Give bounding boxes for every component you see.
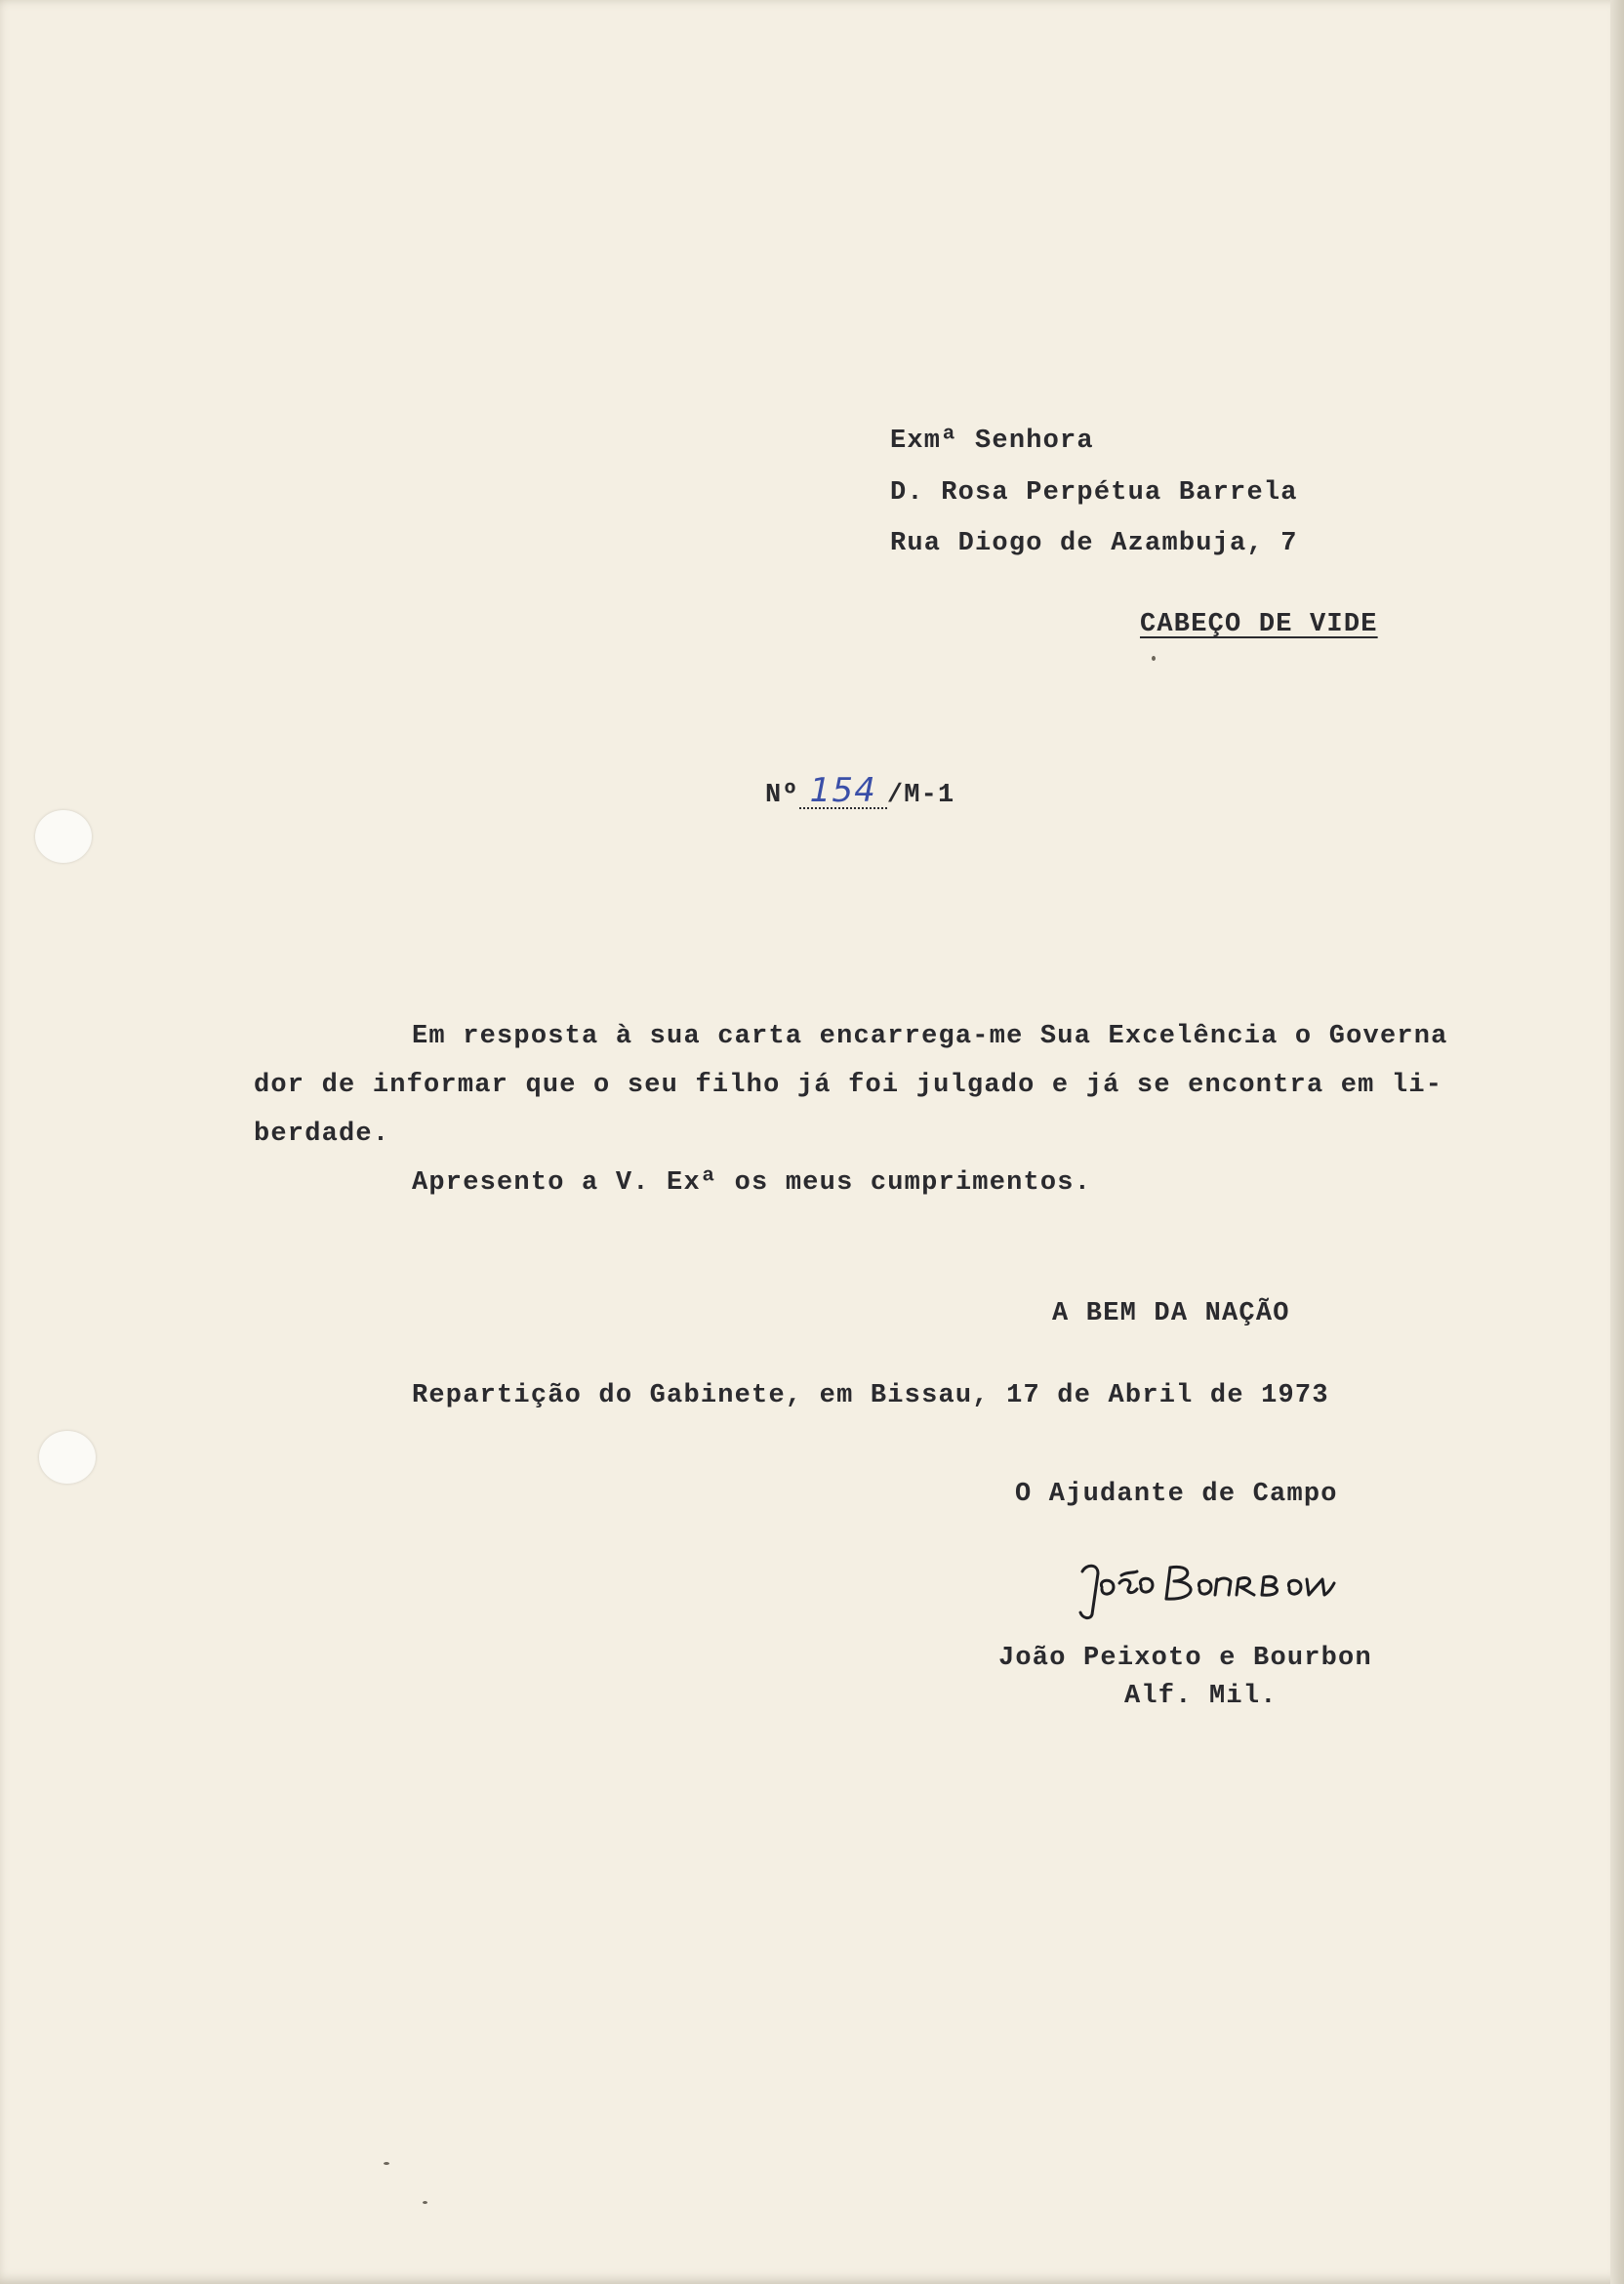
signer-rank: Alf. Mil. (1124, 1682, 1278, 1711)
signer-role: O Ajudante de Campo (1015, 1480, 1338, 1509)
paper-speck (384, 2162, 389, 2165)
recipient-town: CABEÇO DE VIDE (1140, 610, 1378, 639)
punch-hole (35, 810, 92, 863)
punch-hole (39, 1431, 96, 1484)
recipient-salutation: Exmª Senhora (890, 427, 1094, 456)
closing-formula: A BEM DA NAÇÃO (1052, 1299, 1290, 1328)
reference-prefix: Nº (765, 781, 799, 810)
paper-speck (423, 2201, 427, 2204)
body-paragraph-1-line-3: berdade. (254, 1120, 390, 1149)
place-and-date: Repartição do Gabinete, em Bissau, 17 de Abril de 1973 (412, 1381, 1329, 1410)
reference-number (765, 771, 955, 811)
recipient-name: D. Rosa Perpétua Barrela (890, 478, 1298, 508)
signer-name: João Peixoto e Bourbon (998, 1644, 1372, 1673)
body-paragraph-1-line-1: Em resposta à sua carta encarrega-me Sua Excelência o Governa (412, 1022, 1448, 1051)
reference-suffix: /M-1 (886, 781, 955, 810)
page-edge (1610, 0, 1624, 2284)
recipient-street: Rua Diogo de Azambuja, 7 (890, 529, 1298, 558)
body-paragraph-2: Apresento a V. Exª os meus cumprimentos. (412, 1168, 1092, 1198)
paper-speck (1152, 656, 1156, 661)
body-paragraph-1-line-2: dor de informar que o seu filho já foi julgado e já se encontra em li- (254, 1071, 1443, 1100)
handwritten-signature (1069, 1544, 1342, 1622)
reference-handwritten-number: 154 (799, 774, 887, 809)
